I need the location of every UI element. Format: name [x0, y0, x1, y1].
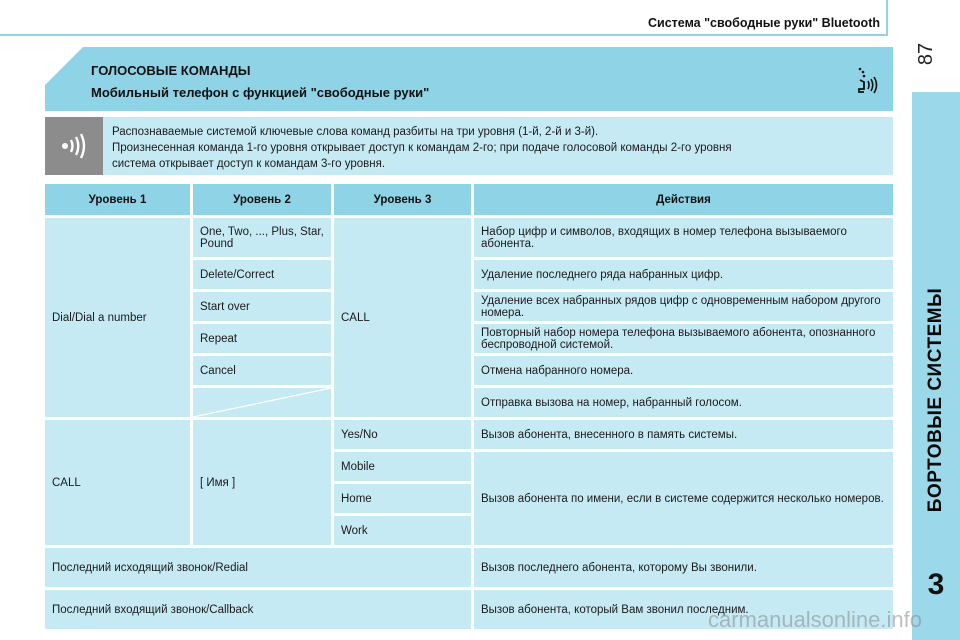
intro-line: система открывает доступ к командам 3-го уровня. [112, 158, 386, 170]
voice-commands-table [45, 181, 893, 632]
cell-level-2-empty [190, 388, 331, 417]
intro-icon-box [45, 117, 103, 175]
cell-action: Удаление всех набранных рядов цифр с одновременным набором другого номера. [471, 292, 893, 321]
cell-action: Отправка вызова на номер, набранный голосом. [471, 388, 893, 417]
cell-level-2: Repeat [190, 324, 331, 353]
sidebar-chapter-title: БОРТОВЫЕ СИСТЕМЫ [925, 287, 946, 513]
top-rule [0, 34, 888, 36]
intro-line: Распознаваемые системой ключевые слова команд разбиты на три уровня (1-й, 2-й и 3-й). [112, 126, 599, 138]
cell-level-2: [ Имя ] [190, 420, 331, 545]
cell-action: Вызов абонента, который Вам звонил последним. [471, 590, 893, 629]
cell-level-1: CALL [45, 420, 190, 545]
cell-action: Повторный набор номера телефона вызываемого абонента, опознанного беспроводной системой. [471, 324, 893, 353]
cell-level-1: Dial/Dial a number [45, 218, 190, 417]
header-level-1: Уровень 1 [45, 184, 190, 215]
top-rule-vertical [886, 0, 888, 36]
table-row [45, 548, 893, 587]
cell-action: Вызов последнего абонента, которому Вы звонили. [471, 548, 893, 587]
cell-action: Отмена набранного номера. [471, 356, 893, 385]
header-level-2: Уровень 2 [190, 184, 331, 215]
section-header [45, 47, 893, 111]
intro-line: Произнесенная команда 1-го уровня открывает доступ к командам 2-го; при подаче голосовой команды 2-го уровня [112, 142, 732, 154]
section-title: ГОЛОСОВЫЕ КОМАНДЫ [91, 63, 251, 78]
header-level-3: Уровень 3 [331, 184, 471, 215]
running-title: Система "свободные руки" Bluetooth [648, 16, 880, 30]
table-header-row [45, 184, 893, 215]
chapter-number: 3 [927, 568, 945, 601]
cell-level-2: Cancel [190, 356, 331, 385]
table-row [45, 218, 893, 257]
cell-level-2: Delete/Correct [190, 260, 331, 289]
cell-level-2: One, Two, ..., Plus, Star, Pound [190, 218, 331, 257]
cell-level-2: Start over [190, 292, 331, 321]
cell-action: Вызов абонента, внесенного в память системы. [471, 420, 893, 449]
header-actions: Действия [471, 184, 893, 215]
cell-action: Вызов абонента по имени, если в системе содержится несколько номеров. [471, 452, 893, 545]
watermark: carmanualsonline.info [707, 607, 922, 632]
cell-level-3: Yes/No [331, 420, 471, 449]
cell-level-3: Home [331, 484, 471, 513]
cell-level-3: Work [331, 516, 471, 545]
cell-action: Набор цифр и символов, входящих в номер телефона вызываемого абонента. [471, 218, 893, 257]
cell-action: Удаление последнего ряда набранных цифр. [471, 260, 893, 289]
speaker-icon [57, 131, 91, 161]
diagonal-slash [193, 388, 331, 417]
cell-command: Последний исходящий звонок/Redial [45, 548, 471, 587]
page-number: 87 [914, 42, 937, 66]
section-subtitle: Мобильный телефон с функцией "свободные руки" [91, 85, 430, 100]
table-row [45, 420, 893, 449]
voice-command-icon [855, 66, 881, 96]
intro-text [112, 124, 887, 172]
cell-command: Последний входящий звонок/Callback [45, 590, 471, 629]
cell-level-3: Mobile [331, 452, 471, 481]
cell-level-3: CALL [331, 218, 471, 417]
